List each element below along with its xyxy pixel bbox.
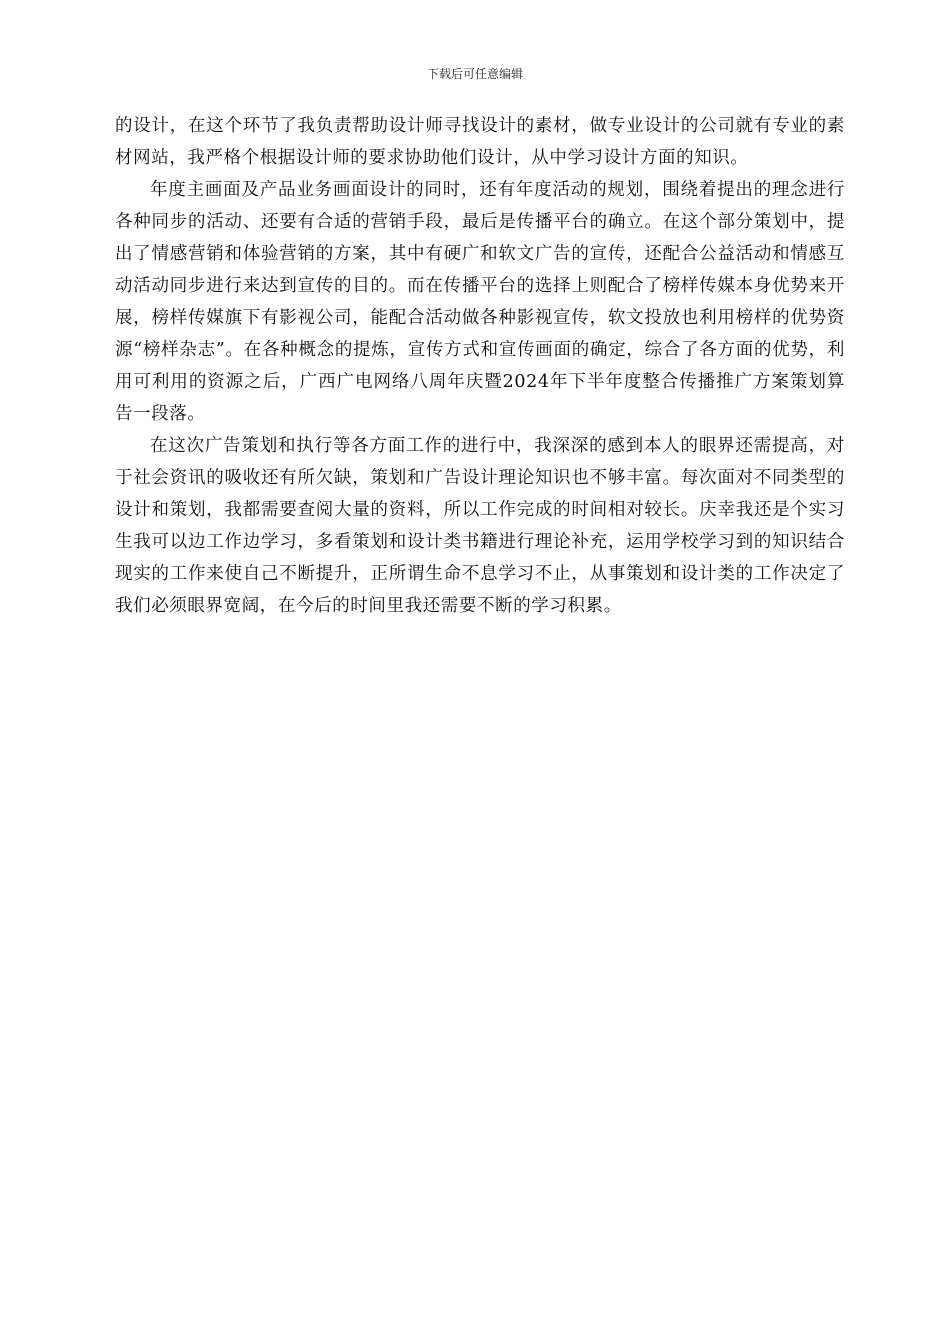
paragraph-2: 年度主画面及产品业务画面设计的同时，还有年度活动的规划，围绕着提出的理念进行各种同步的活动、还要有合适的营销手段，最后是传播平台的确立。在这个部分策划中，提出了情感营销和体验营销的方案，其中有硬广和软文广告的宣传，还配合公益活动和情感互动活动同步进行来达到宣传的目的。而在传播平台的选择上则配合了榜样传媒本身优势来开展，榜样传媒旗下有影视公司，能配合活动做各种影视宣传，软文投放也利用榜样的优势资源“榜样杂志”。在各种概念的提炼，宣传方式和宣传画面的确定，综合了各方面的优势，利用可利用的资源之后，广西广电网络八周年庆暨2024年下半年度整合传播推广方案策划算告一段落。 [115, 180, 845, 424]
paragraph-1: 的设计，在这个环节了我负责帮助设计师寻找设计的素材，做专业设计的公司就有专业的素材网站，我严格个根据设计师的要求协助他们设计，从中学习设计方面的知识。 [115, 116, 845, 168]
document-body [115, 110, 845, 622]
paragraph-3: 在这次广告策划和执行等各方面工作的进行中，我深深的感到本人的眼界还需提高，对于社会资讯的吸收还有所欠缺，策划和广告设计理论知识也不够丰富。每次面对不同类型的设计和策划，我都需要查阅大量的资料，所以工作完成的时间相对较长。庆幸我还是个实习生我可以边工作边学习，多看策划和设计类书籍进行理论补充，运用学校学习到的知识结合现实的工作来使自己不断提升，正所谓生命不息学习不止，从事策划和设计类的工作决定了我们必须眼界宽阔，在今后的时间里我还需要不断的学习积累。 [115, 436, 845, 616]
page-header: 下载后可任意编辑 [426, 67, 523, 81]
